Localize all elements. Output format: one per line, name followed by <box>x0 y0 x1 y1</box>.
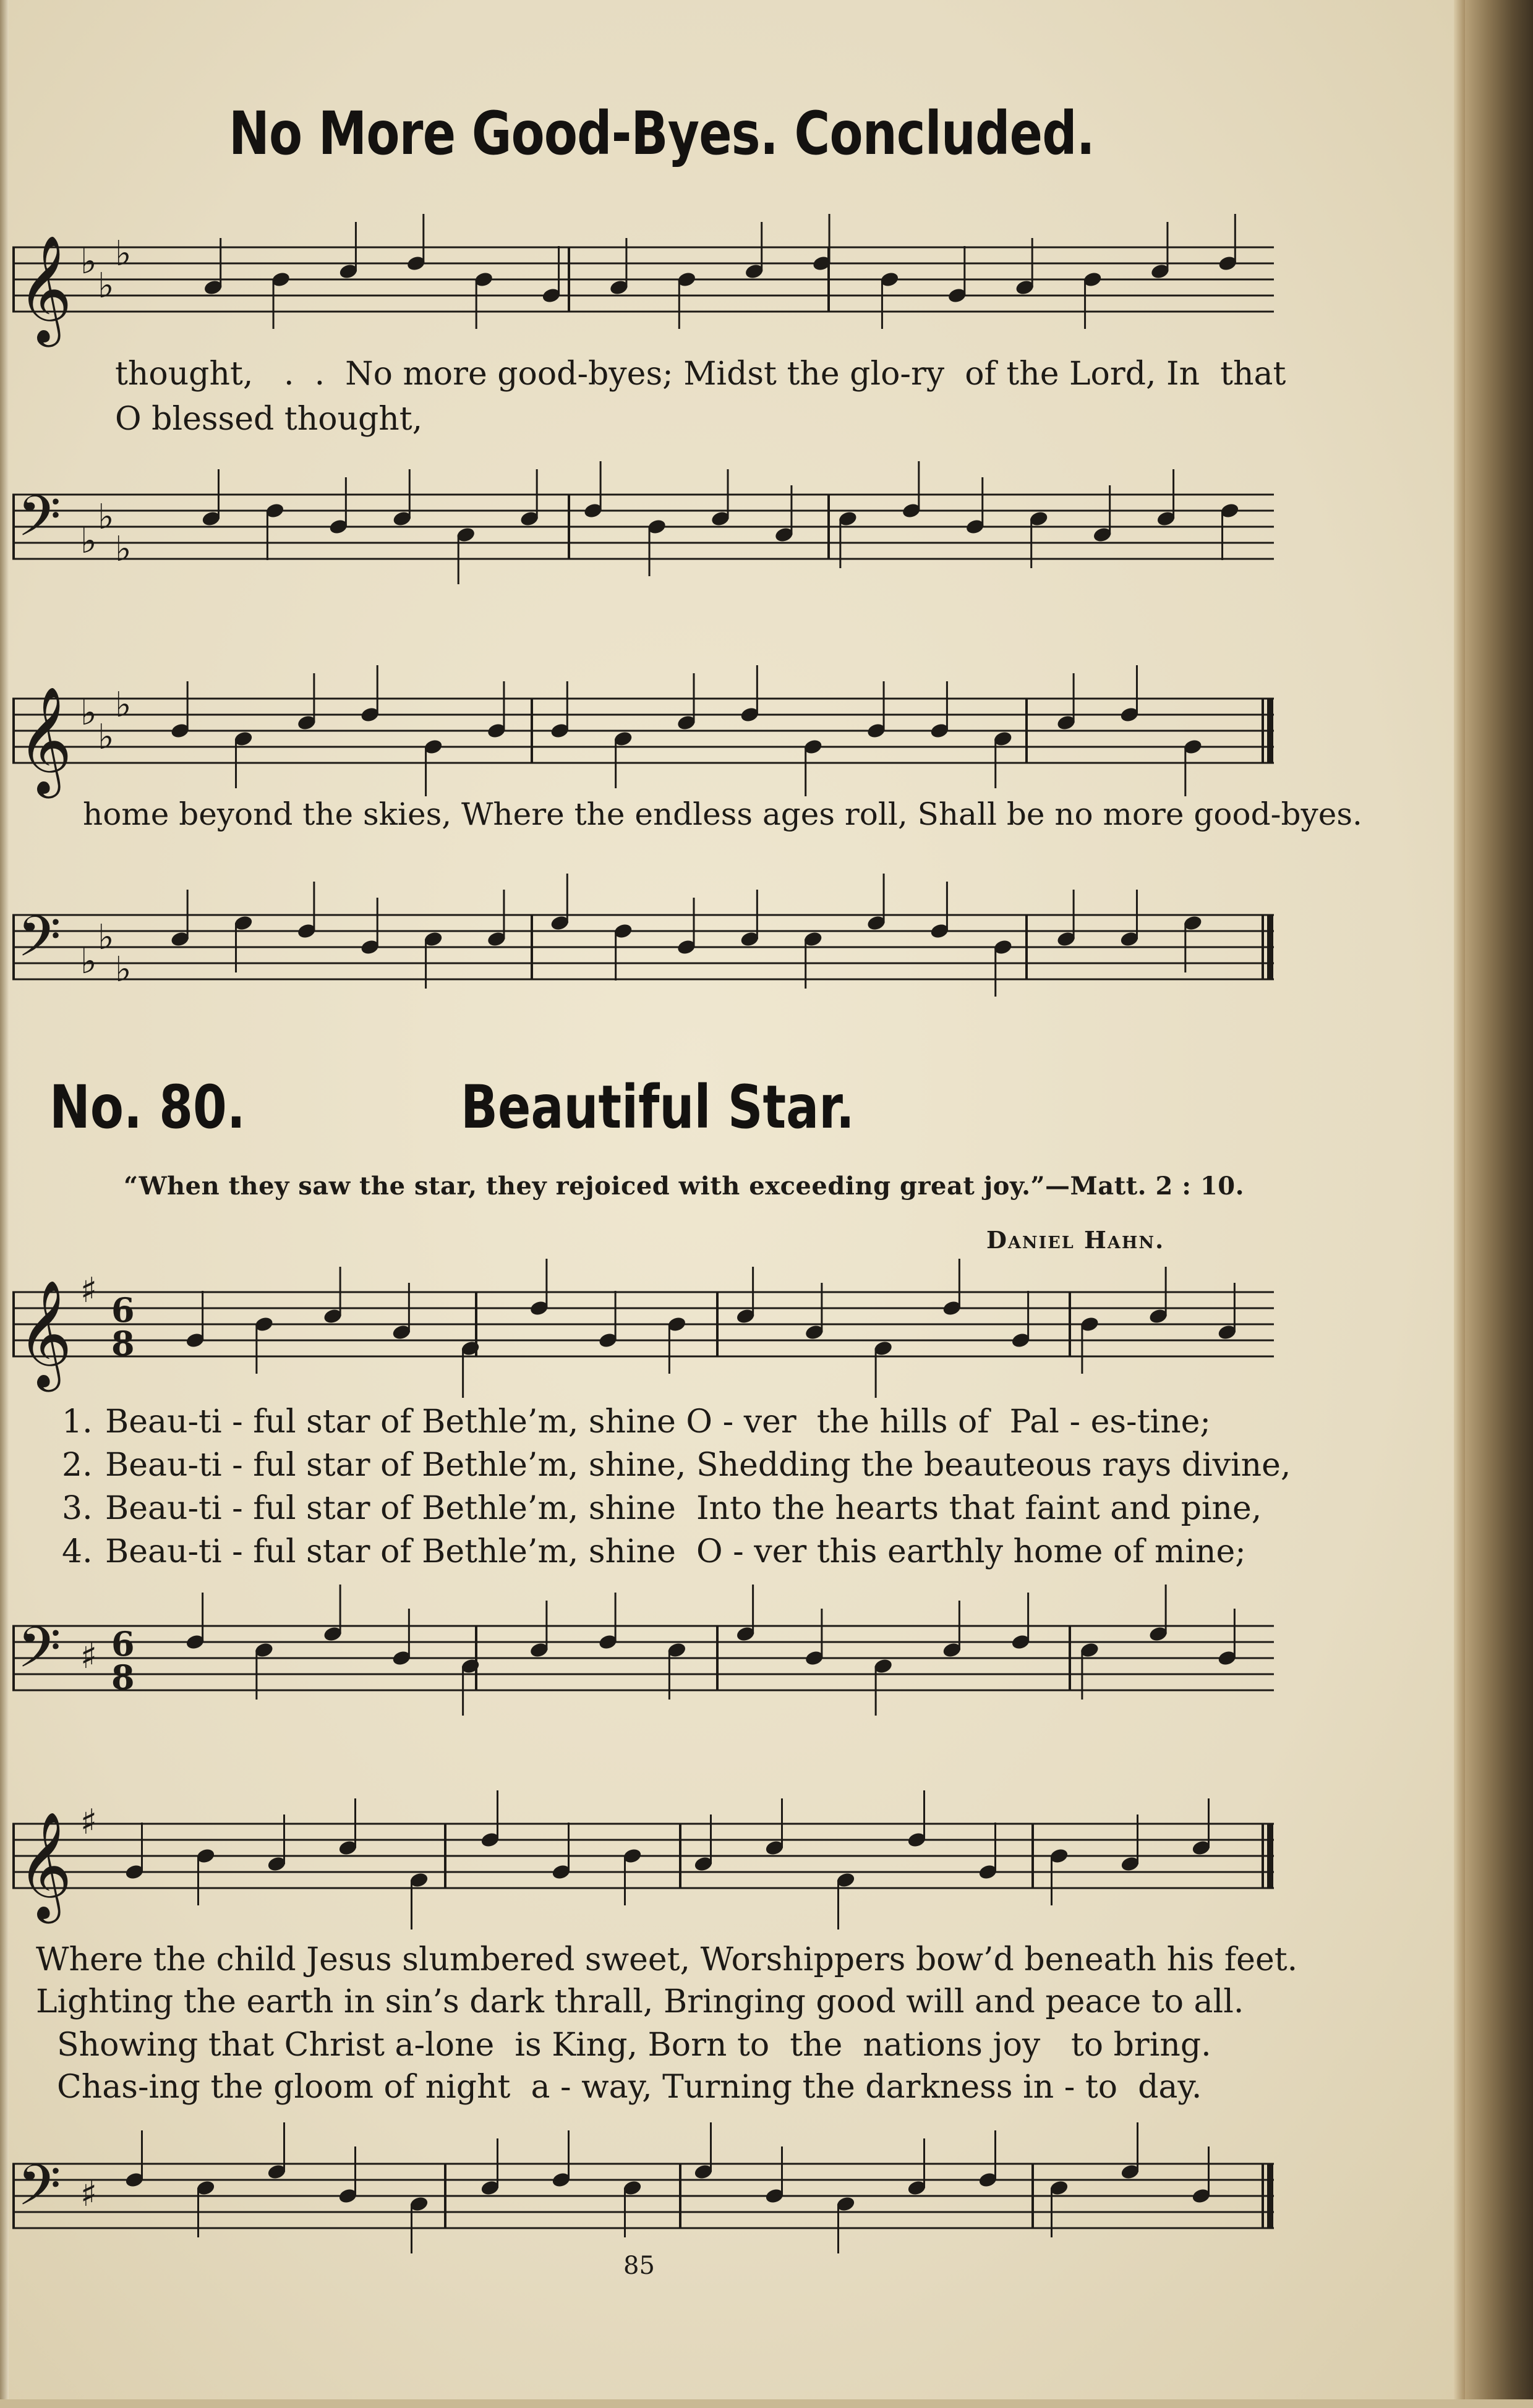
verse-number: 2. <box>62 1447 93 1484</box>
page-spine-edge <box>1454 0 1465 2408</box>
time-signature-bottom: 8 <box>111 1324 135 1363</box>
flat-icon: ♭ <box>98 266 114 306</box>
sharp-icon: ♯ <box>80 1636 98 1677</box>
bass-clef-icon: 𝄢 <box>17 483 61 563</box>
verse-line <box>62 1447 1291 1484</box>
composer-name: Daniel Hahn. <box>986 1226 1165 1254</box>
hymn-number: No. 80. <box>49 1073 246 1142</box>
page-left-edge <box>0 0 9 2408</box>
bass-clef-icon: 𝄢 <box>17 904 61 983</box>
verse-text: Beau-ti - ful star of Bethle’m, shine O - ver the hills of Pal - es-tine; <box>105 1403 1211 1440</box>
time-signature-bottom: 8 <box>111 1657 135 1697</box>
treble-staff-4 <box>12 1802 1286 1919</box>
verse-line <box>62 1403 1211 1440</box>
lyric-line: home beyond the skies, Where the endless ages roll, Shall be no more good-byes. <box>83 796 1362 832</box>
treble-staff-3 <box>12 1270 1286 1387</box>
flat-icon: ♭ <box>80 521 97 561</box>
lyric-line: thought, . . No more good-byes; Midst the glo-ry of the Lord, In that <box>115 355 1286 393</box>
verse-line: Chas-ing the gloom of night a - way, Turning the darkness in - to day. <box>57 2069 1202 2106</box>
bass-staff-3 <box>12 1607 1286 1719</box>
flat-icon: ♭ <box>80 693 97 733</box>
lyric-line: O blessed thought, <box>115 401 423 438</box>
verse-text: Beau-ti - ful star of Bethle’m, shine O - ver this earthly home of mine; <box>105 1533 1246 1570</box>
flat-icon: ♭ <box>98 497 114 537</box>
bass-staff-2 <box>12 896 1286 1008</box>
flat-icon: ♭ <box>80 242 97 282</box>
hymn-title: No More Good-Byes. Concluded. <box>229 99 1095 168</box>
hymn-name: Beautiful Star. <box>461 1073 855 1142</box>
treble-clef-icon: 𝄞 <box>17 235 72 342</box>
sharp-icon: ♯ <box>80 2174 98 2214</box>
treble-clef-icon: 𝄞 <box>17 1811 72 1919</box>
verse-line <box>62 1490 1262 1527</box>
verse-text: Beau-ti - ful star of Bethle’m, shine Into the hearts that faint and pine, <box>105 1490 1262 1527</box>
page-number: 85 <box>623 2252 655 2280</box>
verse-number: 3. <box>62 1490 93 1527</box>
verse-line: Lighting the earth in sin’s dark thrall, Bringing good will and peace to all. <box>36 1983 1244 2020</box>
verse-line: Where the child Jesus slumbered sweet, Worshippers bow’d beneath his feet. <box>36 1941 1298 1978</box>
verse-line: Showing that Christ a-lone is King, Born to the nations joy to bring. <box>57 2027 1211 2064</box>
treble-clef-icon: 𝄞 <box>17 1280 72 1387</box>
flat-icon: ♭ <box>80 942 97 982</box>
bass-clef-icon: 𝄢 <box>17 2153 61 2232</box>
time-signature-top: 6 <box>111 1624 135 1664</box>
flat-icon: ♭ <box>115 685 132 725</box>
sharp-icon: ♯ <box>80 1270 98 1311</box>
treble-clef-icon: 𝄞 <box>17 686 72 794</box>
bass-staff-4 <box>12 2145 1286 2257</box>
verse-number: 1. <box>62 1403 93 1440</box>
flat-icon: ♭ <box>115 234 132 274</box>
scripture-quote: “When they saw the star, they rejoiced with exceeding great joy.”—Matt. 2 : 10. <box>124 1172 1245 1201</box>
time-signature-top: 6 <box>111 1290 135 1330</box>
flat-icon: ♭ <box>98 717 114 757</box>
page-bottom-edge <box>0 2399 1533 2408</box>
treble-staff-2 <box>12 680 1286 794</box>
bass-clef-icon: 𝄢 <box>17 1615 61 1694</box>
verse-number: 4. <box>62 1533 93 1570</box>
flat-icon: ♭ <box>115 529 132 569</box>
flat-icon: ♭ <box>98 917 114 958</box>
bass-staff-1 <box>12 476 1286 587</box>
book-spine <box>1465 0 1533 2408</box>
flat-icon: ♭ <box>115 950 132 990</box>
verse-text: Beau-ti - ful star of Bethle’m, shine, Shedding the beauteous rays divine, <box>105 1447 1291 1484</box>
treble-staff-1 <box>12 229 1286 340</box>
sharp-icon: ♯ <box>80 1802 98 1842</box>
verse-line <box>62 1533 1246 1570</box>
